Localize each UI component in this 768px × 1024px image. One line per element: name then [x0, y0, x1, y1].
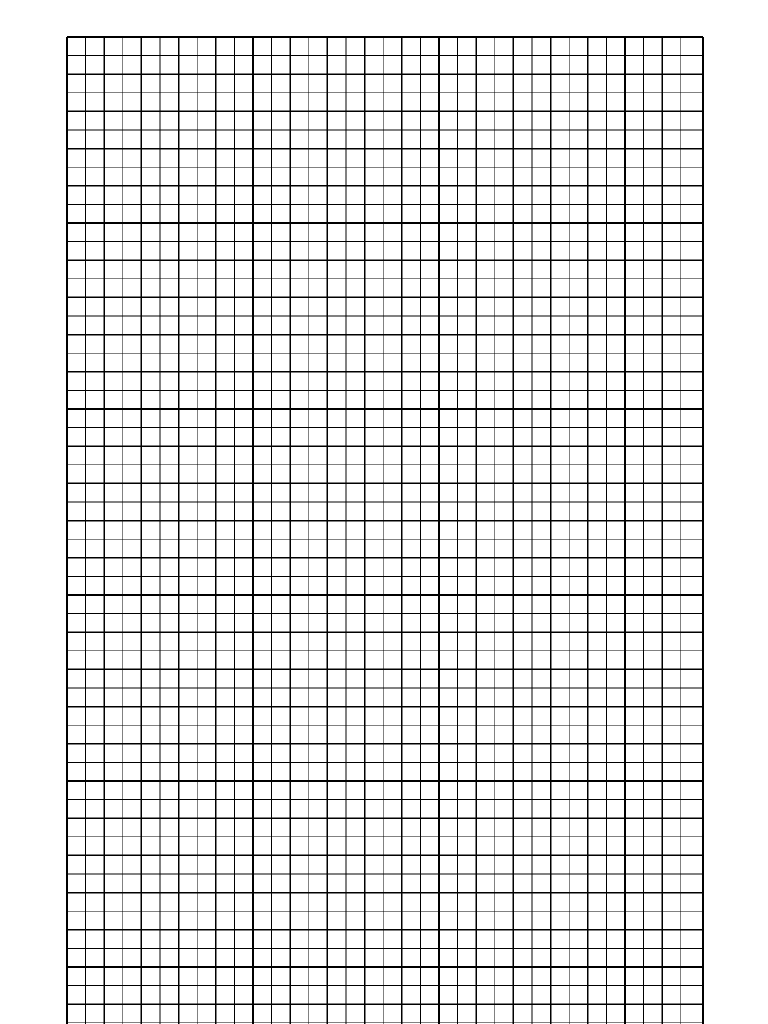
- grid-major-lines: [67, 37, 703, 1024]
